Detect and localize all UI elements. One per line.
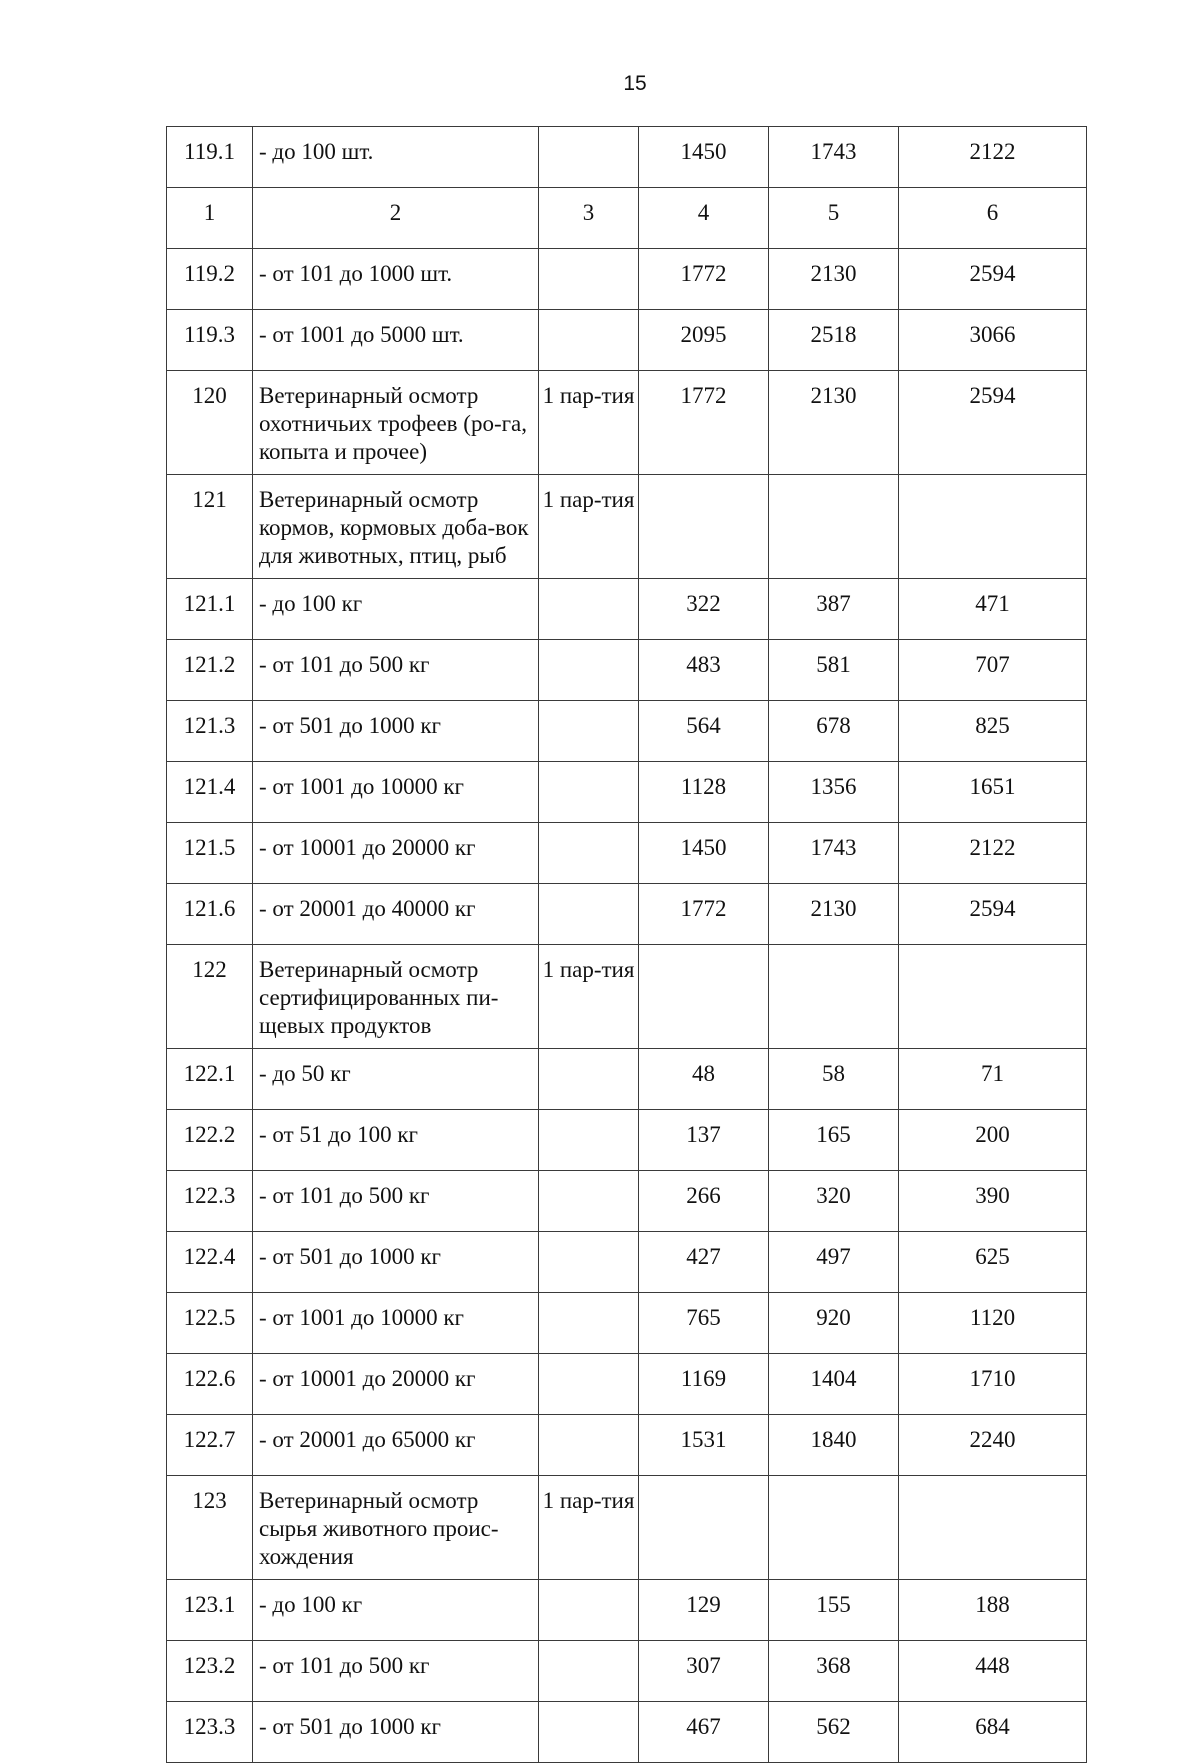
description-cell: - от 101 до 500 кг — [253, 640, 539, 701]
description-cell: - от 101 до 500 кг — [253, 1171, 539, 1232]
row-number-cell: 1 — [167, 188, 253, 249]
price-col5-cell: 2130 — [769, 884, 899, 945]
price-col5-cell: 497 — [769, 1232, 899, 1293]
price-col4-cell — [639, 1476, 769, 1580]
row-number-cell: 123 — [167, 1476, 253, 1580]
price-col4-cell: 48 — [639, 1049, 769, 1110]
description-cell: - от 51 до 100 кг — [253, 1110, 539, 1171]
row-number-cell: 121.1 — [167, 579, 253, 640]
page-number: 15 — [623, 72, 647, 95]
price-col4-cell: 1450 — [639, 823, 769, 884]
row-number-cell: 119.2 — [167, 249, 253, 310]
price-col6-cell: 6 — [899, 188, 1087, 249]
unit-cell — [539, 249, 639, 310]
unit-cell — [539, 127, 639, 188]
unit-cell: 1 пар-тия — [539, 1476, 639, 1580]
price-col4-cell: 1128 — [639, 762, 769, 823]
description-cell: - от 501 до 1000 кг — [253, 1232, 539, 1293]
price-col4-cell: 1450 — [639, 127, 769, 188]
table-row — [167, 1049, 1087, 1110]
description-cell: - от 101 до 1000 шт. — [253, 249, 539, 310]
table-row — [167, 1110, 1087, 1171]
table-row — [167, 579, 1087, 640]
description-cell: - от 20001 до 40000 кг — [253, 884, 539, 945]
price-col5-cell: 2130 — [769, 371, 899, 475]
row-number-cell: 121.3 — [167, 701, 253, 762]
row-number-cell: 122.7 — [167, 1415, 253, 1476]
row-number-cell: 121 — [167, 475, 253, 579]
price-col5-cell — [769, 475, 899, 579]
price-col6-cell: 2594 — [899, 249, 1087, 310]
table-row — [167, 1232, 1087, 1293]
price-col4-cell: 129 — [639, 1580, 769, 1641]
description-cell: - от 1001 до 10000 кг — [253, 1293, 539, 1354]
price-col4-cell: 1772 — [639, 371, 769, 475]
row-number-cell: 121.4 — [167, 762, 253, 823]
price-col6-cell: 3066 — [899, 310, 1087, 371]
price-col6-cell: 707 — [899, 640, 1087, 701]
price-col5-cell — [769, 1476, 899, 1580]
description-cell: - от 10001 до 20000 кг — [253, 1354, 539, 1415]
unit-cell — [539, 640, 639, 701]
price-col5-cell — [769, 945, 899, 1049]
price-col4-cell: 4 — [639, 188, 769, 249]
price-col4-cell — [639, 945, 769, 1049]
row-number-cell: 122.5 — [167, 1293, 253, 1354]
price-col6-cell: 71 — [899, 1049, 1087, 1110]
price-col6-cell: 2594 — [899, 884, 1087, 945]
row-number-cell: 122.6 — [167, 1354, 253, 1415]
price-col6-cell: 188 — [899, 1580, 1087, 1641]
table-row — [167, 1476, 1087, 1580]
table-row — [167, 884, 1087, 945]
table-row — [167, 945, 1087, 1049]
price-col6-cell — [899, 945, 1087, 1049]
price-col6-cell: 1120 — [899, 1293, 1087, 1354]
description-cell: - до 50 кг — [253, 1049, 539, 1110]
description-cell: - от 10001 до 20000 кг — [253, 823, 539, 884]
unit-cell — [539, 1415, 639, 1476]
price-col6-cell: 471 — [899, 579, 1087, 640]
row-number-cell: 122.1 — [167, 1049, 253, 1110]
row-number-cell: 122.3 — [167, 1171, 253, 1232]
unit-cell: 3 — [539, 188, 639, 249]
unit-cell: 1 пар-тия — [539, 945, 639, 1049]
price-col4-cell: 1169 — [639, 1354, 769, 1415]
description-cell: Ветеринарный осмотр сырья животного проис-хождения — [253, 1476, 539, 1580]
price-col5-cell: 165 — [769, 1110, 899, 1171]
price-col5-cell: 2130 — [769, 249, 899, 310]
price-col4-cell: 137 — [639, 1110, 769, 1171]
price-col4-cell: 2095 — [639, 310, 769, 371]
price-col6-cell — [899, 1476, 1087, 1580]
description-cell: - до 100 шт. — [253, 127, 539, 188]
unit-cell — [539, 1110, 639, 1171]
row-number-cell: 121.2 — [167, 640, 253, 701]
unit-cell — [539, 1232, 639, 1293]
description-cell: - до 100 кг — [253, 1580, 539, 1641]
unit-cell — [539, 310, 639, 371]
price-col4-cell: 307 — [639, 1641, 769, 1702]
price-col6-cell: 2122 — [899, 127, 1087, 188]
unit-cell: 1 пар-тия — [539, 371, 639, 475]
unit-cell — [539, 1049, 639, 1110]
price-col5-cell: 387 — [769, 579, 899, 640]
price-col5-cell: 581 — [769, 640, 899, 701]
unit-cell — [539, 1293, 639, 1354]
row-number-cell: 120 — [167, 371, 253, 475]
row-number-cell: 122 — [167, 945, 253, 1049]
row-number-cell: 122.4 — [167, 1232, 253, 1293]
table-row — [167, 127, 1087, 188]
table-row — [167, 371, 1087, 475]
unit-cell — [539, 579, 639, 640]
table-row — [167, 249, 1087, 310]
price-col6-cell: 2240 — [899, 1415, 1087, 1476]
price-col5-cell: 58 — [769, 1049, 899, 1110]
row-number-cell: 123.2 — [167, 1641, 253, 1702]
unit-cell — [539, 701, 639, 762]
description-cell: - от 1001 до 10000 кг — [253, 762, 539, 823]
table-row — [167, 1415, 1087, 1476]
table-row — [167, 310, 1087, 371]
unit-cell — [539, 1171, 639, 1232]
row-number-cell: 122.2 — [167, 1110, 253, 1171]
price-col4-cell: 1772 — [639, 884, 769, 945]
price-col6-cell: 2122 — [899, 823, 1087, 884]
unit-cell — [539, 884, 639, 945]
row-number-cell: 119.1 — [167, 127, 253, 188]
price-col6-cell: 684 — [899, 1702, 1087, 1763]
price-col5-cell: 562 — [769, 1702, 899, 1763]
price-col4-cell: 1531 — [639, 1415, 769, 1476]
price-col4-cell — [639, 475, 769, 579]
row-number-cell: 119.3 — [167, 310, 253, 371]
unit-cell — [539, 762, 639, 823]
price-col5-cell: 1356 — [769, 762, 899, 823]
price-col4-cell: 1772 — [639, 249, 769, 310]
table-row — [167, 1641, 1087, 1702]
price-col4-cell: 765 — [639, 1293, 769, 1354]
price-col6-cell: 448 — [899, 1641, 1087, 1702]
price-col6-cell: 200 — [899, 1110, 1087, 1171]
price-col5-cell: 1743 — [769, 127, 899, 188]
price-col5-cell: 1840 — [769, 1415, 899, 1476]
description-cell: - от 1001 до 5000 шт. — [253, 310, 539, 371]
description-cell: 2 — [253, 188, 539, 249]
table-row — [167, 1354, 1087, 1415]
unit-cell — [539, 1702, 639, 1763]
description-cell: - от 101 до 500 кг — [253, 1641, 539, 1702]
table-row — [167, 701, 1087, 762]
price-col4-cell: 427 — [639, 1232, 769, 1293]
unit-cell — [539, 1580, 639, 1641]
price-col5-cell: 5 — [769, 188, 899, 249]
table-row — [167, 762, 1087, 823]
price-col5-cell: 368 — [769, 1641, 899, 1702]
price-col5-cell: 1404 — [769, 1354, 899, 1415]
price-col5-cell: 155 — [769, 1580, 899, 1641]
price-col6-cell: 1710 — [899, 1354, 1087, 1415]
table-row — [167, 1171, 1087, 1232]
description-cell: Ветеринарный осмотр сертифицированных пи-щевых продуктов — [253, 945, 539, 1049]
price-col5-cell: 320 — [769, 1171, 899, 1232]
row-number-cell: 121.5 — [167, 823, 253, 884]
table-row — [167, 640, 1087, 701]
table-row — [167, 823, 1087, 884]
unit-cell: 1 пар-тия — [539, 475, 639, 579]
table-row — [167, 475, 1087, 579]
column-number-row — [167, 188, 1087, 249]
description-cell: Ветеринарный осмотр кормов, кормовых доба-вок для животных, птиц, рыб — [253, 475, 539, 579]
table-row — [167, 1702, 1087, 1763]
price-col6-cell: 1651 — [899, 762, 1087, 823]
price-col4-cell: 483 — [639, 640, 769, 701]
unit-cell — [539, 1641, 639, 1702]
description-cell: - от 501 до 1000 кг — [253, 701, 539, 762]
price-col4-cell: 564 — [639, 701, 769, 762]
unit-cell — [539, 823, 639, 884]
price-col4-cell: 266 — [639, 1171, 769, 1232]
row-number-cell: 121.6 — [167, 884, 253, 945]
price-col4-cell: 467 — [639, 1702, 769, 1763]
price-col5-cell: 920 — [769, 1293, 899, 1354]
price-col4-cell: 322 — [639, 579, 769, 640]
table-row — [167, 1293, 1087, 1354]
price-col5-cell: 2518 — [769, 310, 899, 371]
price-col6-cell: 2594 — [899, 371, 1087, 475]
row-number-cell: 123.3 — [167, 1702, 253, 1763]
price-col5-cell: 1743 — [769, 823, 899, 884]
tariff-table — [166, 126, 1087, 1763]
unit-cell — [539, 1354, 639, 1415]
price-col6-cell: 390 — [899, 1171, 1087, 1232]
price-col6-cell — [899, 475, 1087, 579]
row-number-cell: 123.1 — [167, 1580, 253, 1641]
price-col5-cell: 678 — [769, 701, 899, 762]
description-cell: Ветеринарный осмотр охотничьих трофеев (ро-га, копыта и прочее) — [253, 371, 539, 475]
price-col6-cell: 625 — [899, 1232, 1087, 1293]
description-cell: - до 100 кг — [253, 579, 539, 640]
description-cell: - от 20001 до 65000 кг — [253, 1415, 539, 1476]
price-col6-cell: 825 — [899, 701, 1087, 762]
description-cell: - от 501 до 1000 кг — [253, 1702, 539, 1763]
tariff-table-body — [167, 127, 1087, 1763]
table-row — [167, 1580, 1087, 1641]
